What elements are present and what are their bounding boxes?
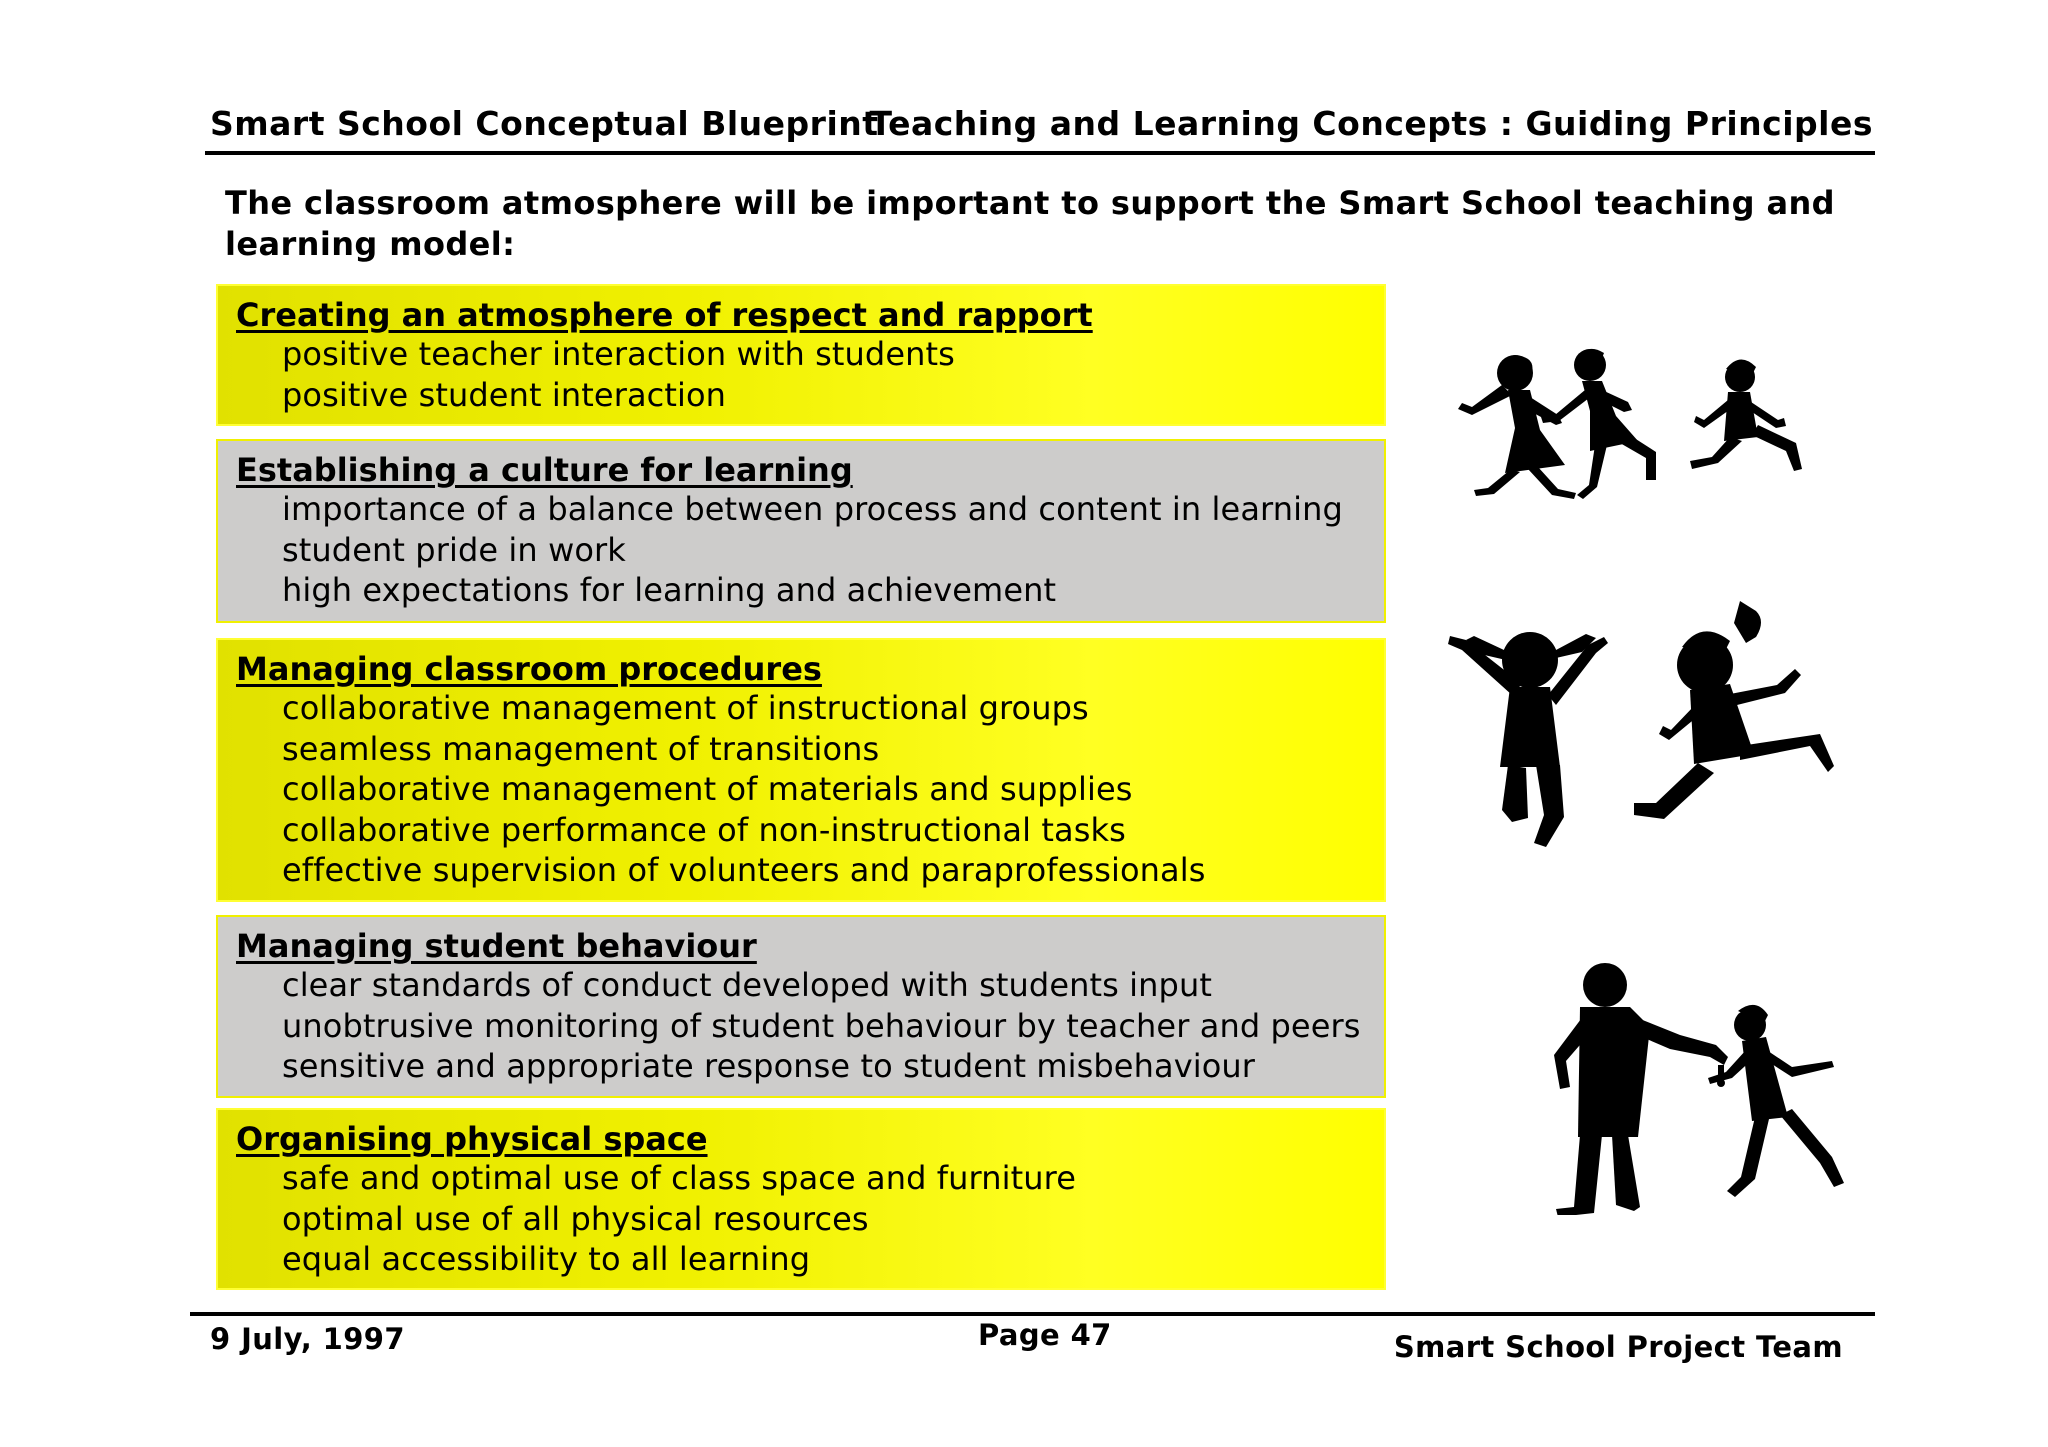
list-item: importance of a balance between process and content in learning — [282, 490, 1343, 528]
list-item: seamless management of transitions — [282, 729, 880, 768]
section-items — [236, 489, 1384, 611]
list-item: optimal use of all physical resources — [282, 1199, 869, 1238]
three-running-children-silhouette-icon — [1430, 345, 1830, 515]
section-title: Organising physical space — [236, 1120, 708, 1158]
section-title: Managing student behaviour — [236, 927, 757, 965]
footer-page-number: Page 47 — [978, 1318, 1112, 1352]
footer-team: Smart School Project Team — [1393, 1330, 1843, 1364]
intro-text: The classroom atmosphere will be important to support the Smart School teaching and learning model: — [225, 184, 1835, 263]
list-item: collaborative management of instructional groups — [282, 689, 1089, 727]
list-item: safe and optimal use of class space and furniture — [282, 1159, 1076, 1197]
section-items — [236, 688, 1384, 891]
list-item: equal accessibility to all learning — [282, 1240, 811, 1278]
section-title: Establishing a culture for learning — [236, 451, 853, 489]
list-item: collaborative management of materials and supplies — [282, 770, 1133, 808]
section-items — [236, 965, 1384, 1087]
section-title: Creating an atmosphere of respect and rapport — [236, 296, 1093, 334]
list-item: positive student interaction — [282, 375, 727, 414]
section-student-behaviour — [216, 915, 1386, 1098]
list-item: effective supervision of volunteers and paraprofessionals — [282, 851, 1206, 889]
footer-divider — [190, 1312, 1875, 1316]
section-culture-learning — [216, 439, 1386, 623]
list-item: positive teacher interaction with students — [282, 335, 955, 373]
section-items — [236, 1158, 1384, 1280]
section-title: Managing classroom procedures — [236, 650, 822, 688]
section-respect-rapport — [216, 284, 1386, 426]
section-items — [236, 334, 1384, 415]
list-item: sensitive and appropriate response to student misbehaviour — [282, 1047, 1256, 1085]
list-item: clear standards of conduct developed with students input — [282, 966, 1212, 1004]
header-right-title: Teaching and Learning Concepts : Guiding Principles — [869, 104, 1873, 143]
list-item: student pride in work — [282, 530, 626, 569]
list-item: unobtrusive monitoring of student behaviour by teacher and peers — [282, 1006, 1361, 1045]
adult-handing-keys-to-child-silhouette-icon — [1500, 955, 1850, 1215]
jumping-children-silhouette-icon — [1420, 595, 1860, 870]
list-item: collaborative performance of non-instructional tasks — [282, 810, 1126, 849]
footer-date: 9 July, 1997 — [210, 1322, 405, 1356]
section-classroom-procedures — [216, 638, 1386, 902]
list-item: high expectations for learning and achievement — [282, 571, 1057, 609]
header-divider — [205, 151, 1875, 155]
section-physical-space — [216, 1108, 1386, 1290]
header-left-title: Smart School Conceptual Blueprint — [210, 104, 879, 143]
